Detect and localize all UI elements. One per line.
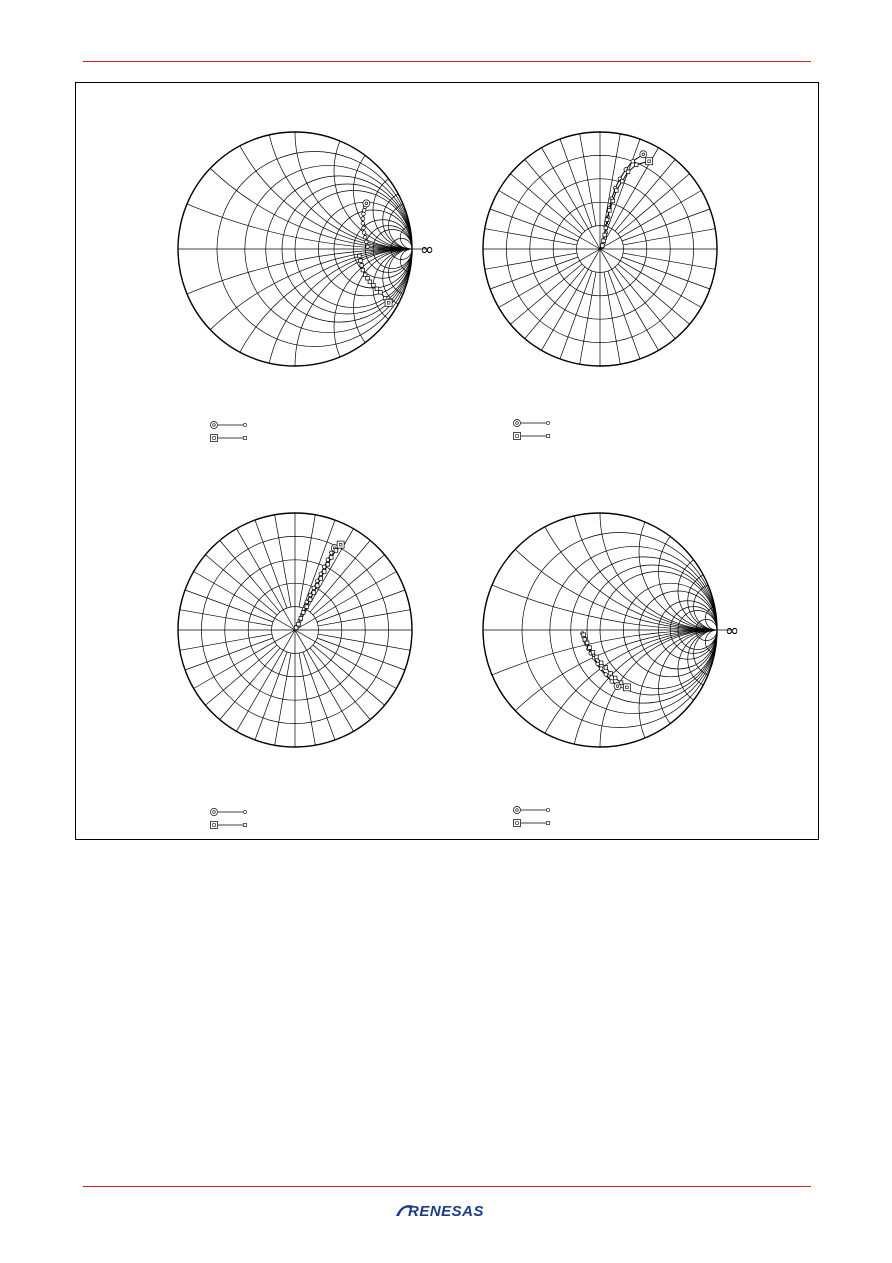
data-point (599, 661, 603, 665)
legend-end-circle (546, 421, 549, 424)
data-point (619, 681, 623, 685)
infinity-label: ∞ (725, 621, 740, 641)
legend-circle-marker (514, 420, 521, 427)
legend-circle-marker (211, 422, 218, 429)
data-point (634, 163, 638, 167)
data-point (368, 280, 372, 284)
angle-spoke (180, 634, 272, 650)
smith-chart-s21 (478, 137, 728, 377)
angle-spoke (560, 139, 592, 227)
data-point (365, 240, 369, 244)
angle-spoke (525, 267, 585, 339)
legend-square-marker (514, 433, 521, 440)
legend-end-square (243, 823, 246, 826)
data-point (375, 287, 379, 291)
angle-spoke (510, 174, 582, 234)
data-point (326, 563, 330, 567)
data-point (604, 226, 608, 230)
data-point (631, 159, 635, 163)
angle-spoke (205, 555, 277, 615)
angle-spoke (205, 645, 277, 705)
data-point (329, 556, 333, 560)
angle-spoke (618, 174, 690, 234)
data-point (305, 605, 309, 609)
data-point (362, 226, 366, 230)
data-point (623, 684, 630, 691)
angle-spoke (313, 645, 385, 705)
angle-spoke (525, 159, 585, 231)
data-point (613, 676, 617, 680)
legend-s11 (205, 418, 255, 444)
data-point (599, 667, 603, 671)
legend-circle-marker (514, 807, 521, 814)
data-point (620, 179, 624, 183)
legend-s12 (205, 805, 255, 831)
infinity-label: ∞ (420, 240, 435, 260)
angle-spoke (180, 610, 272, 626)
angle-spoke (255, 520, 287, 608)
legend-end-circle (546, 808, 549, 811)
bottom-rule (83, 1186, 811, 1187)
data-point (596, 662, 600, 666)
data-point (583, 638, 587, 642)
data-point (362, 212, 366, 216)
angle-spoke (510, 264, 582, 324)
data-point (334, 549, 338, 553)
angle-spoke (623, 229, 715, 245)
data-point (640, 151, 647, 158)
angle-spoke (490, 209, 578, 241)
angle-spoke (185, 638, 273, 670)
legend-square-marker (211, 822, 218, 829)
angle-spoke (485, 229, 577, 245)
angle-spoke (317, 638, 405, 670)
data-point (319, 577, 323, 581)
data-point (603, 233, 607, 237)
angle-spoke (275, 515, 291, 607)
legend-square-marker (514, 820, 521, 827)
reactance-arc (425, 630, 892, 1215)
data-point (595, 655, 599, 659)
legend-end-square (243, 436, 246, 439)
data-point (366, 276, 370, 280)
angle-spoke (485, 253, 577, 269)
data-point (379, 290, 383, 294)
angle-spoke (560, 271, 592, 359)
renesas-logo (392, 1200, 502, 1222)
angle-spoke (299, 653, 315, 745)
angle-spoke (303, 520, 335, 608)
data-point (615, 189, 619, 193)
data-point (299, 617, 303, 621)
angle-spoke (622, 209, 710, 241)
data-point (297, 622, 301, 626)
legend-circle-marker (211, 809, 218, 816)
smith-chart-s22 (478, 510, 748, 760)
data-point (360, 264, 364, 268)
data-point (601, 244, 605, 248)
data-point (329, 551, 333, 555)
legend-s22 (508, 803, 558, 829)
data-point (358, 254, 362, 258)
data-point (372, 283, 376, 287)
data-point (591, 650, 595, 654)
data-point (611, 199, 615, 203)
angle-spoke (303, 652, 335, 740)
data-point (322, 570, 326, 574)
data-point (610, 680, 614, 684)
data-point (308, 598, 312, 602)
angle-spoke (615, 267, 675, 339)
data-point (361, 217, 365, 221)
data-point (602, 239, 606, 243)
data-point (361, 268, 365, 272)
data-point (301, 611, 305, 615)
data-point (359, 259, 363, 263)
data-point (604, 673, 608, 677)
data-point (626, 170, 630, 174)
angle-spoke (622, 257, 710, 289)
angle-spoke (604, 134, 620, 226)
angle-spoke (317, 590, 405, 622)
data-point (337, 541, 344, 548)
angle-spoke (580, 134, 596, 226)
data-point (366, 245, 370, 249)
data-point (604, 666, 608, 670)
angle-spoke (275, 653, 291, 745)
angle-spoke (220, 540, 280, 612)
angle-spoke (313, 555, 385, 615)
angle-spoke (318, 634, 410, 650)
legend-end-square (546, 821, 549, 824)
data-point (361, 221, 365, 225)
data-point (385, 299, 392, 306)
data-point (362, 209, 366, 213)
angle-spoke (310, 648, 370, 720)
angle-spoke (580, 272, 596, 364)
data-point (608, 209, 612, 213)
polar-grid (483, 132, 717, 366)
data-point (582, 633, 586, 637)
angle-spoke (220, 648, 280, 720)
data-point (362, 231, 366, 235)
data-point (363, 236, 367, 240)
legend-s21 (508, 416, 558, 442)
data-point (646, 158, 653, 165)
data-point (585, 641, 589, 645)
data-point (605, 218, 609, 222)
smith-chart-s12 (170, 510, 420, 760)
legend-end-circle (243, 423, 246, 426)
data-point (315, 584, 319, 588)
angle-spoke (318, 610, 410, 626)
legend-end-circle (243, 810, 246, 813)
data-point (363, 200, 370, 207)
data-point (312, 591, 316, 595)
angle-spoke (255, 652, 287, 740)
angle-spoke (608, 271, 640, 359)
data-point (588, 646, 592, 650)
data-point (294, 626, 298, 630)
data-point (363, 273, 367, 277)
angle-spoke (623, 253, 715, 269)
angle-spoke (490, 257, 578, 289)
legend-square-marker (211, 435, 218, 442)
top-rule (83, 61, 811, 62)
angle-spoke (604, 272, 620, 364)
legend-end-square (546, 434, 549, 437)
angle-spoke (618, 264, 690, 324)
data-point (609, 671, 613, 675)
smith-chart-s11 (170, 137, 440, 377)
angle-spoke (185, 590, 273, 622)
brand-text: RENESAS (408, 1203, 485, 1220)
